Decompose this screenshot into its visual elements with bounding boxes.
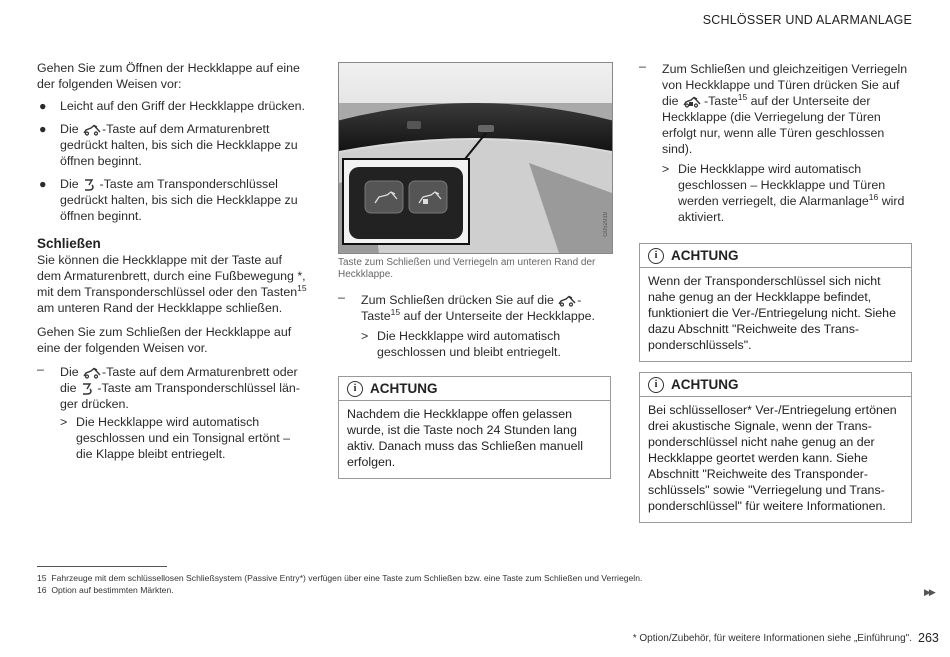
- warning-title: ACHTUNG: [370, 381, 438, 396]
- tailgate-icon: [557, 295, 577, 307]
- tailgate-photo: [338, 62, 613, 254]
- next-page-icon[interactable]: ▶▶: [924, 587, 934, 597]
- footnote-rule: [37, 566, 167, 567]
- warning-box: [639, 372, 912, 523]
- result-item: > Die Heckklappe wird automatisch geschlossen und bleibt entriegelt.: [361, 329, 561, 359]
- warning-text: Nachdem die Heckklappe offen gelassen wurde, ist die Taste noch 24 Stunden lang aktiv. Danach muss das Schließen manuell erfolgen.: [347, 407, 583, 469]
- list-item: ● Die -Taste auf dem Armaturenbrett gedrückt halten, bis sich die Heckklappe zu öffnen beginnt.: [39, 122, 298, 168]
- tailgate-illustration: [339, 63, 612, 253]
- warning-text: Wenn der Transponderschlüssel sich nicht nahe genug an der Heckklappe befindet, funktioniert die Ver-/Entriegelung nicht. Siehe dazu Abschnitt "Reichweite des Transponderschlüssels".: [648, 274, 896, 352]
- image-code: G052939: [603, 212, 609, 237]
- info-icon: i: [648, 377, 664, 393]
- warning-box: [639, 243, 912, 362]
- section-title: SCHLÖSSER UND ALARMANLAGE: [702, 13, 912, 27]
- key-tailgate-icon: [82, 178, 96, 192]
- footer-note: * Option/Zubehör, für weitere Informationen siehe „Einführung".: [632, 633, 912, 644]
- result-item: > Die Heckklappe wird automatisch geschlossen und ein Tonsignal ertönt – die Klappe bleibt entriegelt.: [60, 415, 291, 461]
- list-item: ● Die -Taste am Transponderschlüssel gedrückt halten, bis sich die Heckklappe zu öffnen beginnt.: [39, 177, 298, 223]
- footnote: 16 Option auf bestimmten Märkten.: [37, 585, 174, 595]
- warning-title: ACHTUNG: [671, 377, 739, 392]
- result-item: > Die Heckklappe wird automatisch geschlossen – Heckklappe und Türen werden verriegelt, die Alarmanlage$^{16}$ wird aktiviert.: [662, 162, 905, 224]
- image-caption: Taste zum Schließen und Verriegeln am unteren Rand der Heckklappe.: [338, 257, 596, 280]
- close-intro: Gehen Sie zum Schließen der Heckklappe auf eine der folgenden Weisen vor.: [37, 325, 292, 355]
- tailgate-icon: [82, 367, 102, 379]
- warning-title: ACHTUNG: [671, 248, 739, 263]
- warning-text: Bei schlüsselloser* Ver-/Entriegelung ertönen drei akustische Signale, wenn der Transponderschlüssel nicht nahe genug an der Heckklappe geortet werden kann. Siehe Abschnitt "Reichweite des Transponderschlüssels" sowie "Verriegelung und Transponderschlüssel" für weitere Informationen.: [648, 403, 897, 513]
- info-icon: i: [648, 248, 664, 264]
- column-3: [639, 61, 911, 225]
- close-text: Sie können die Heckklappe mit der Taste auf dem Armaturenbrett, durch eine Fußbewegung *, mit dem Transponderschlüssel oder den Tasten$^{15}$ am unteren Rand der Heckklappe schließen.: [37, 253, 307, 315]
- footnote: 15 Fahrzeuge mit dem schlüssellosen Schließsystem (Passive Entry*) verfügen über eine Taste zum Schließen bzw. eine Taste zum Schließen und Verriegeln.: [37, 573, 643, 583]
- list-item: – Die -Taste auf dem Armaturenbrett oder die -Taste am Transponderschlüssel länger drücken.: [37, 362, 300, 411]
- list-item: – Zum Schließen drücken Sie auf die -Taste$^{15}$ auf der Unterseite der Heckklappe.: [338, 290, 596, 323]
- page-number: 263: [918, 631, 939, 645]
- warning-box: [338, 376, 611, 479]
- column-1: [37, 60, 309, 462]
- key-tailgate-icon: [80, 382, 94, 396]
- column-2: [338, 292, 611, 360]
- open-intro: Gehen Sie zum Öffnen der Heckklappe auf eine der folgenden Weisen vor:: [37, 61, 300, 91]
- info-icon: i: [347, 381, 363, 397]
- close-heading: Schließen: [37, 236, 101, 251]
- tailgate-icon: [82, 124, 102, 136]
- list-item: – Zum Schließen und gleichzeitigen Verriegeln von Heckklappe und Türen drücken Sie auf die -Taste$^{15}$ auf der Unterseite der Heckklappe (die Verriegelung der Türen erfolgt nur, wenn alle Türen geschlossen sind).: [639, 59, 908, 156]
- list-item: ● Leicht auf den Griff der Heckklappe drücken.: [39, 99, 305, 113]
- tailgate-lock-icon: [682, 96, 704, 108]
